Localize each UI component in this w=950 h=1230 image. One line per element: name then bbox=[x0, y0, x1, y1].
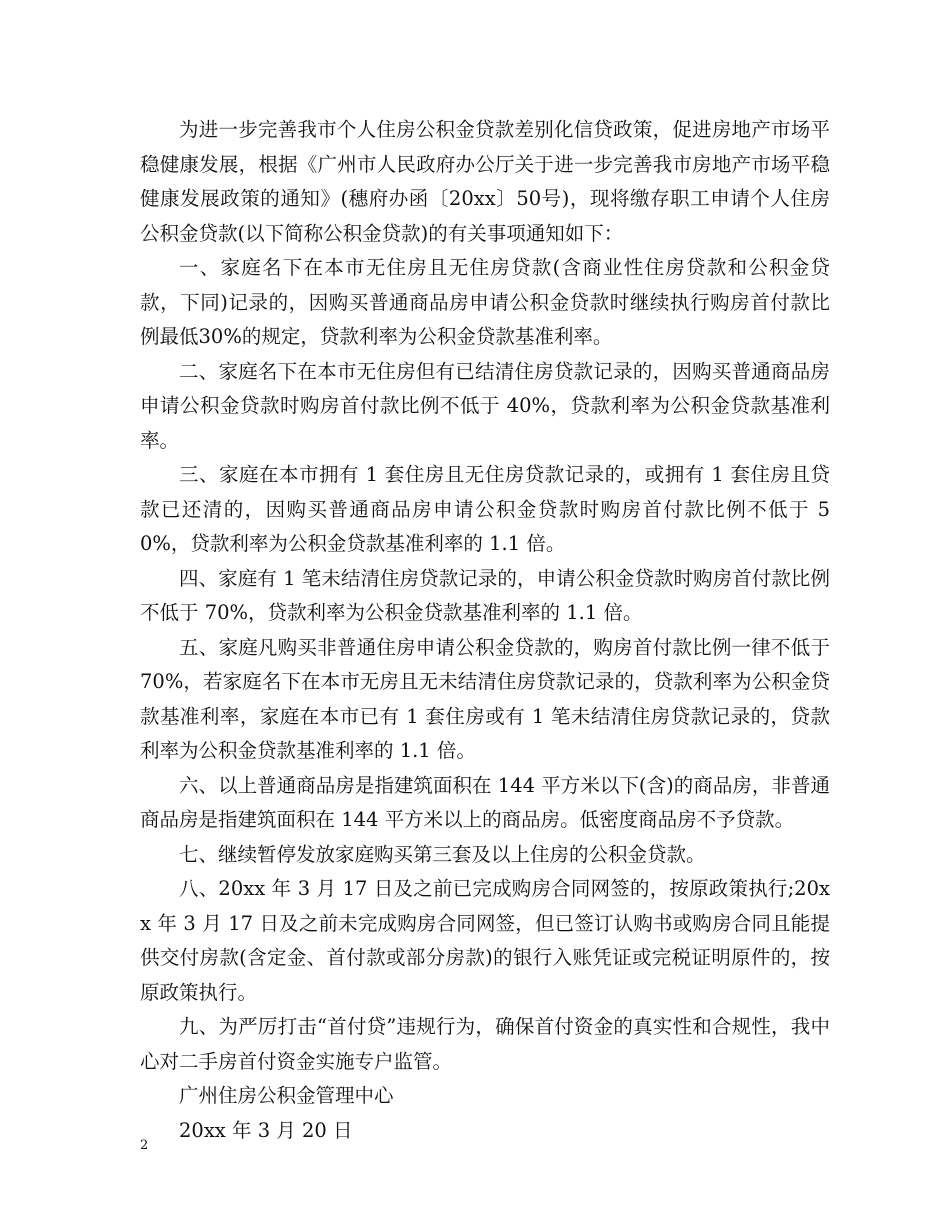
clause-6-paragraph: 六、以上普通商品房是指建筑面积在 144 平方米以下(含)的商品房，非普通商品房是指建筑面积在 144 平方米以上的商品房。低密度商品房不予贷款。 bbox=[140, 773, 830, 831]
clause-7-paragraph: 七、继续暂停发放家庭购买第三套及以上住房的公积金贷款。 bbox=[179, 842, 706, 866]
clause-1-paragraph: 一、家庭名下在本市无住房且无住房贷款(含商业性住房贷款和公积金贷款，下同)记录的，因购买普通商品房申请公积金贷款时继续执行购房首付款比例最低30%的规定，贷款利率为公积金贷款基准利率。 bbox=[140, 256, 830, 348]
clause-9-paragraph: 九、为严厉打击“首付贷”违规行为，确保首付资金的真实性和合规性，我中心对二手房首付资金实施专户监管。 bbox=[140, 1015, 830, 1073]
clause-2-paragraph: 二、家庭名下在本市无住房但有已结清住房贷款记录的，因购买普通商品房申请公积金贷款时购房首付款比例不低于 40%，贷款利率为公积金贷款基准利率。 bbox=[140, 359, 830, 452]
clause-5-paragraph: 五、家庭凡购买非普通住房申请公积金贷款的，购房首付款比例一律不低于70%，若家庭名下在本市无房且无未结清住房贷款记录的，贷款利率为公积金贷款基准利率，家庭在本市已有 1 套住房或有 1 笔未结清住房贷款记录的，贷款利率为公积金贷款基准利率的 1.1 倍。 bbox=[140, 635, 830, 762]
issuer-signature: 广州住房公积金管理中心 bbox=[179, 1084, 394, 1107]
document-body bbox=[140, 113, 830, 1148]
intro-paragraph: 为进一步完善我市个人住房公积金贷款差别化信贷政策，促进房地产市场平稳健康发展，根据《广州市人民政府办公厅关于进一步完善我市房地产市场平稳健康发展政策的通知》(穗府办函〔20xx〕50号)，现将缴存职工申请个人住房公积金贷款(以下简称公积金贷款)的有关事项通知如下： bbox=[140, 118, 830, 245]
clause-4-paragraph: 四、家庭有 1 笔未结清住房贷款记录的，申请公积金贷款时购房首付款比例不低于 70%，贷款利率为公积金贷款基准利率的 1.1 倍。 bbox=[140, 566, 830, 624]
clause-3-paragraph: 三、家庭在本市拥有 1 套住房且无住房贷款记录的，或拥有 1 套住房且贷款已还清的，因购买普通商品房申请公积金贷款时购房首付款比例不低于 50%，贷款利率为公积金贷款基准利率的 1.1 倍。 bbox=[140, 463, 830, 555]
page-number: 2 bbox=[140, 1138, 149, 1153]
issue-date: 20xx 年 3 月 20 日 bbox=[179, 1118, 353, 1142]
clause-8-paragraph: 八、20xx 年 3 月 17 日及之前已完成购房合同网签的，按原政策执行;20xx 年 3 月 17 日及之前未完成购房合同网签，但已签订认购书或购房合同且能提供交付房款(含定金、首付款或部分房款)的银行入账凭证或完税证明原件的，按原政策执行。 bbox=[140, 877, 830, 1004]
